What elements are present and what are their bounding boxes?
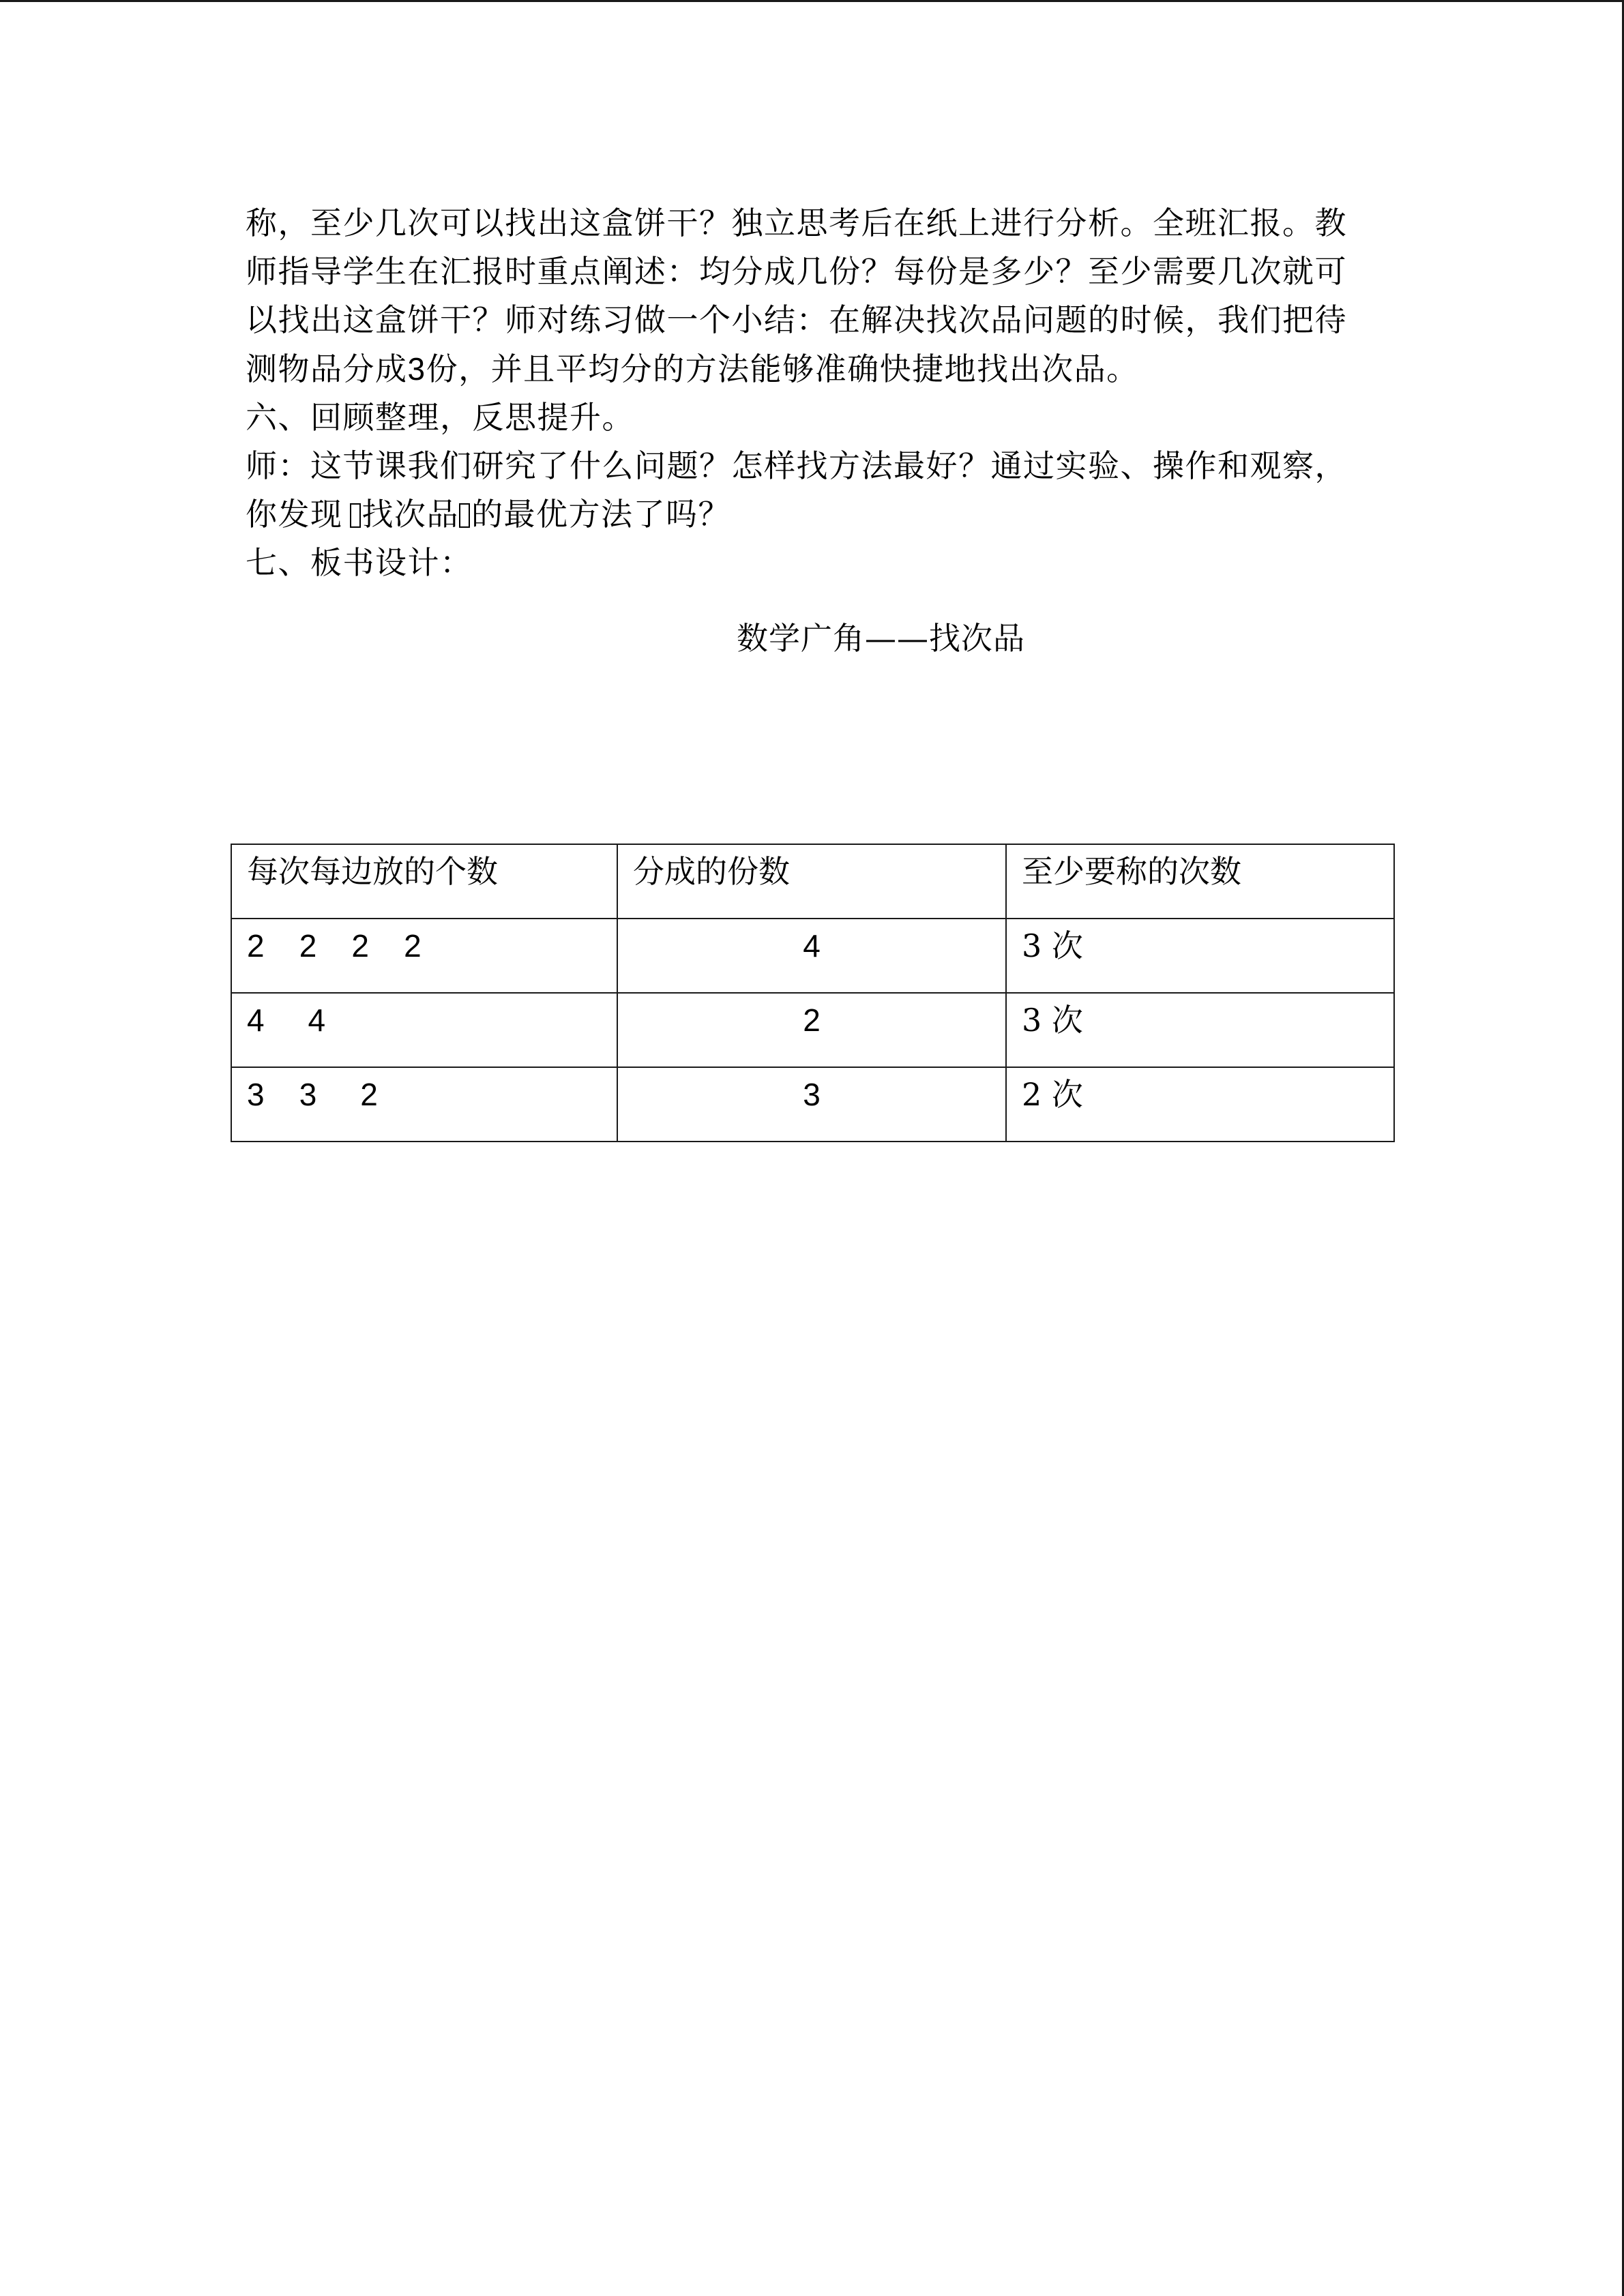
cell-items-per-side: 3 3 2 [231, 1067, 617, 1142]
teacher-question-line: 师：这节课我们研究了什么问题？怎样找方法最好？通过实验、操作和观察， [246, 447, 1347, 484]
cell-min-weighings: 3 次 [1006, 919, 1394, 993]
cell-items-per-side: 4 4 [231, 993, 617, 1067]
header-min-weighings: 至少要称的次数 [1006, 844, 1394, 919]
line4-before: 测物品分成 [246, 350, 408, 387]
lesson-plan-text [246, 199, 1364, 588]
section-6-heading: 六、回顾整理，反思提升。 [246, 398, 634, 436]
board-design-table [231, 844, 1395, 1142]
missing-glyph-close-quote-icon [459, 503, 470, 528]
cell-number-of-groups: 3 [617, 1067, 1006, 1142]
section-7-heading: 七、板书设计： [246, 544, 473, 582]
missing-glyph-open-quote-icon [350, 503, 361, 528]
paragraph-line-1: 称，至少几次可以找出这盒饼干？独立思考后在纸上进行分析。全班汇报。教 [246, 205, 1347, 241]
table-header-row [231, 844, 1394, 919]
question-before: 你发现 [246, 496, 343, 533]
cell-items-per-side: 2 2 2 2 [231, 919, 617, 993]
cell-number-of-groups: 4 [617, 919, 1006, 993]
table-row [231, 993, 1394, 1067]
page-top-border [0, 0, 1624, 2]
cell-number-of-groups: 2 [617, 993, 1006, 1067]
line4-number: 3 [407, 351, 426, 387]
cell-min-weighings: 3 次 [1006, 993, 1394, 1067]
line4-after: 份，并且平均分的方法能够准确快捷地找出次品。 [426, 350, 1139, 387]
paragraph-line-4 [246, 345, 1364, 393]
header-items-per-side: 每次每边放的个数 [231, 844, 617, 919]
paragraph-line-2: 师指导学生在汇报时重点阐述：均分成几份？每份是多少？至少需要几次就可 [246, 253, 1347, 290]
board-design-title: 数学广角——找次品 [737, 620, 1025, 657]
discovery-question-line [246, 490, 1364, 539]
table-row [231, 1067, 1394, 1142]
cell-min-weighings: 2 次 [1006, 1067, 1394, 1142]
question-quoted: 找次品 [361, 496, 459, 533]
header-number-of-groups: 分成的份数 [617, 844, 1006, 919]
question-after: 的最优方法了吗？ [471, 496, 730, 533]
paragraph-line-3: 以找出这盒饼干？师对练习做一个小结：在解决找次品问题的时候，我们把待 [246, 301, 1347, 339]
table-row [231, 919, 1394, 993]
